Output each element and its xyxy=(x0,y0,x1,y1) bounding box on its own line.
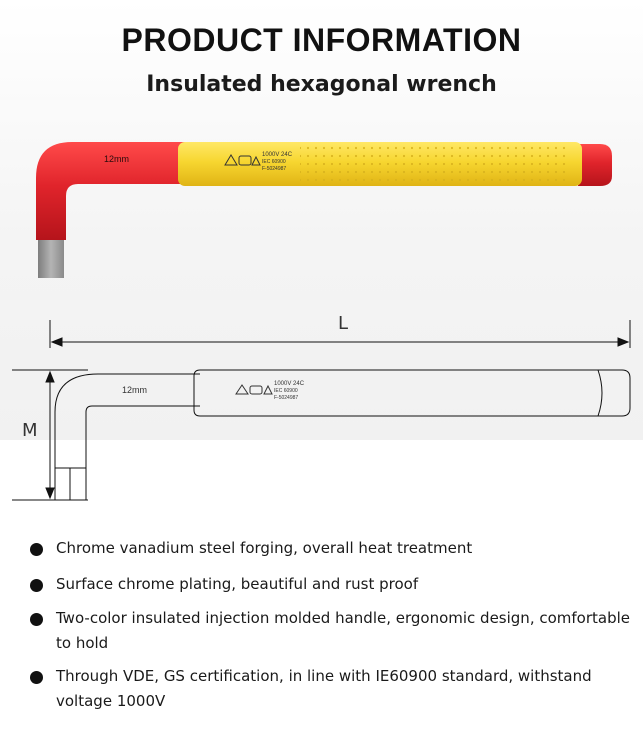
feature-text: Two-color insulated injection molded handle, ergonomic design, comfortable to hold xyxy=(56,609,631,652)
drawing-size-label: 12mm xyxy=(122,385,148,395)
bullet-icon xyxy=(30,543,43,556)
height-label: M xyxy=(22,420,38,441)
drawing-code-label: F-5024987 xyxy=(274,395,299,401)
drawing-rating-label: 1000V 24C xyxy=(274,381,305,387)
photo-size-label: 12mm xyxy=(104,154,130,164)
wrench-photo xyxy=(0,120,643,290)
page-title: PRODUCT INFORMATION xyxy=(121,22,522,58)
dimension-drawing xyxy=(0,300,643,515)
photo-standard-label: IEC 60900 xyxy=(262,159,286,165)
bullet-icon xyxy=(30,613,43,626)
photo-code-label: F-5024987 xyxy=(262,166,287,172)
feature-text: Surface chrome plating, beautiful and rust proof xyxy=(56,575,419,593)
feature-item xyxy=(30,606,635,656)
bullet-icon xyxy=(30,579,43,592)
feature-item xyxy=(30,664,635,714)
wrench-tip xyxy=(38,238,64,278)
bullet-icon xyxy=(30,671,43,684)
drawing-standard-label: IEC 60900 xyxy=(274,388,298,394)
drawing-certification-icons xyxy=(236,385,272,394)
feature-item xyxy=(30,536,635,561)
page-subtitle: Insulated hexagonal wrench xyxy=(146,72,497,97)
photo-rating-label: 1000V 24C xyxy=(262,152,293,158)
feature-text: Through VDE, GS certification, in line with IE60900 standard, withstand voltage 1000V xyxy=(56,667,592,710)
length-label: L xyxy=(338,313,349,334)
feature-item xyxy=(30,572,635,597)
feature-text: Chrome vanadium steel forging, overall heat treatment xyxy=(56,539,473,557)
yellow-handle xyxy=(178,142,582,186)
